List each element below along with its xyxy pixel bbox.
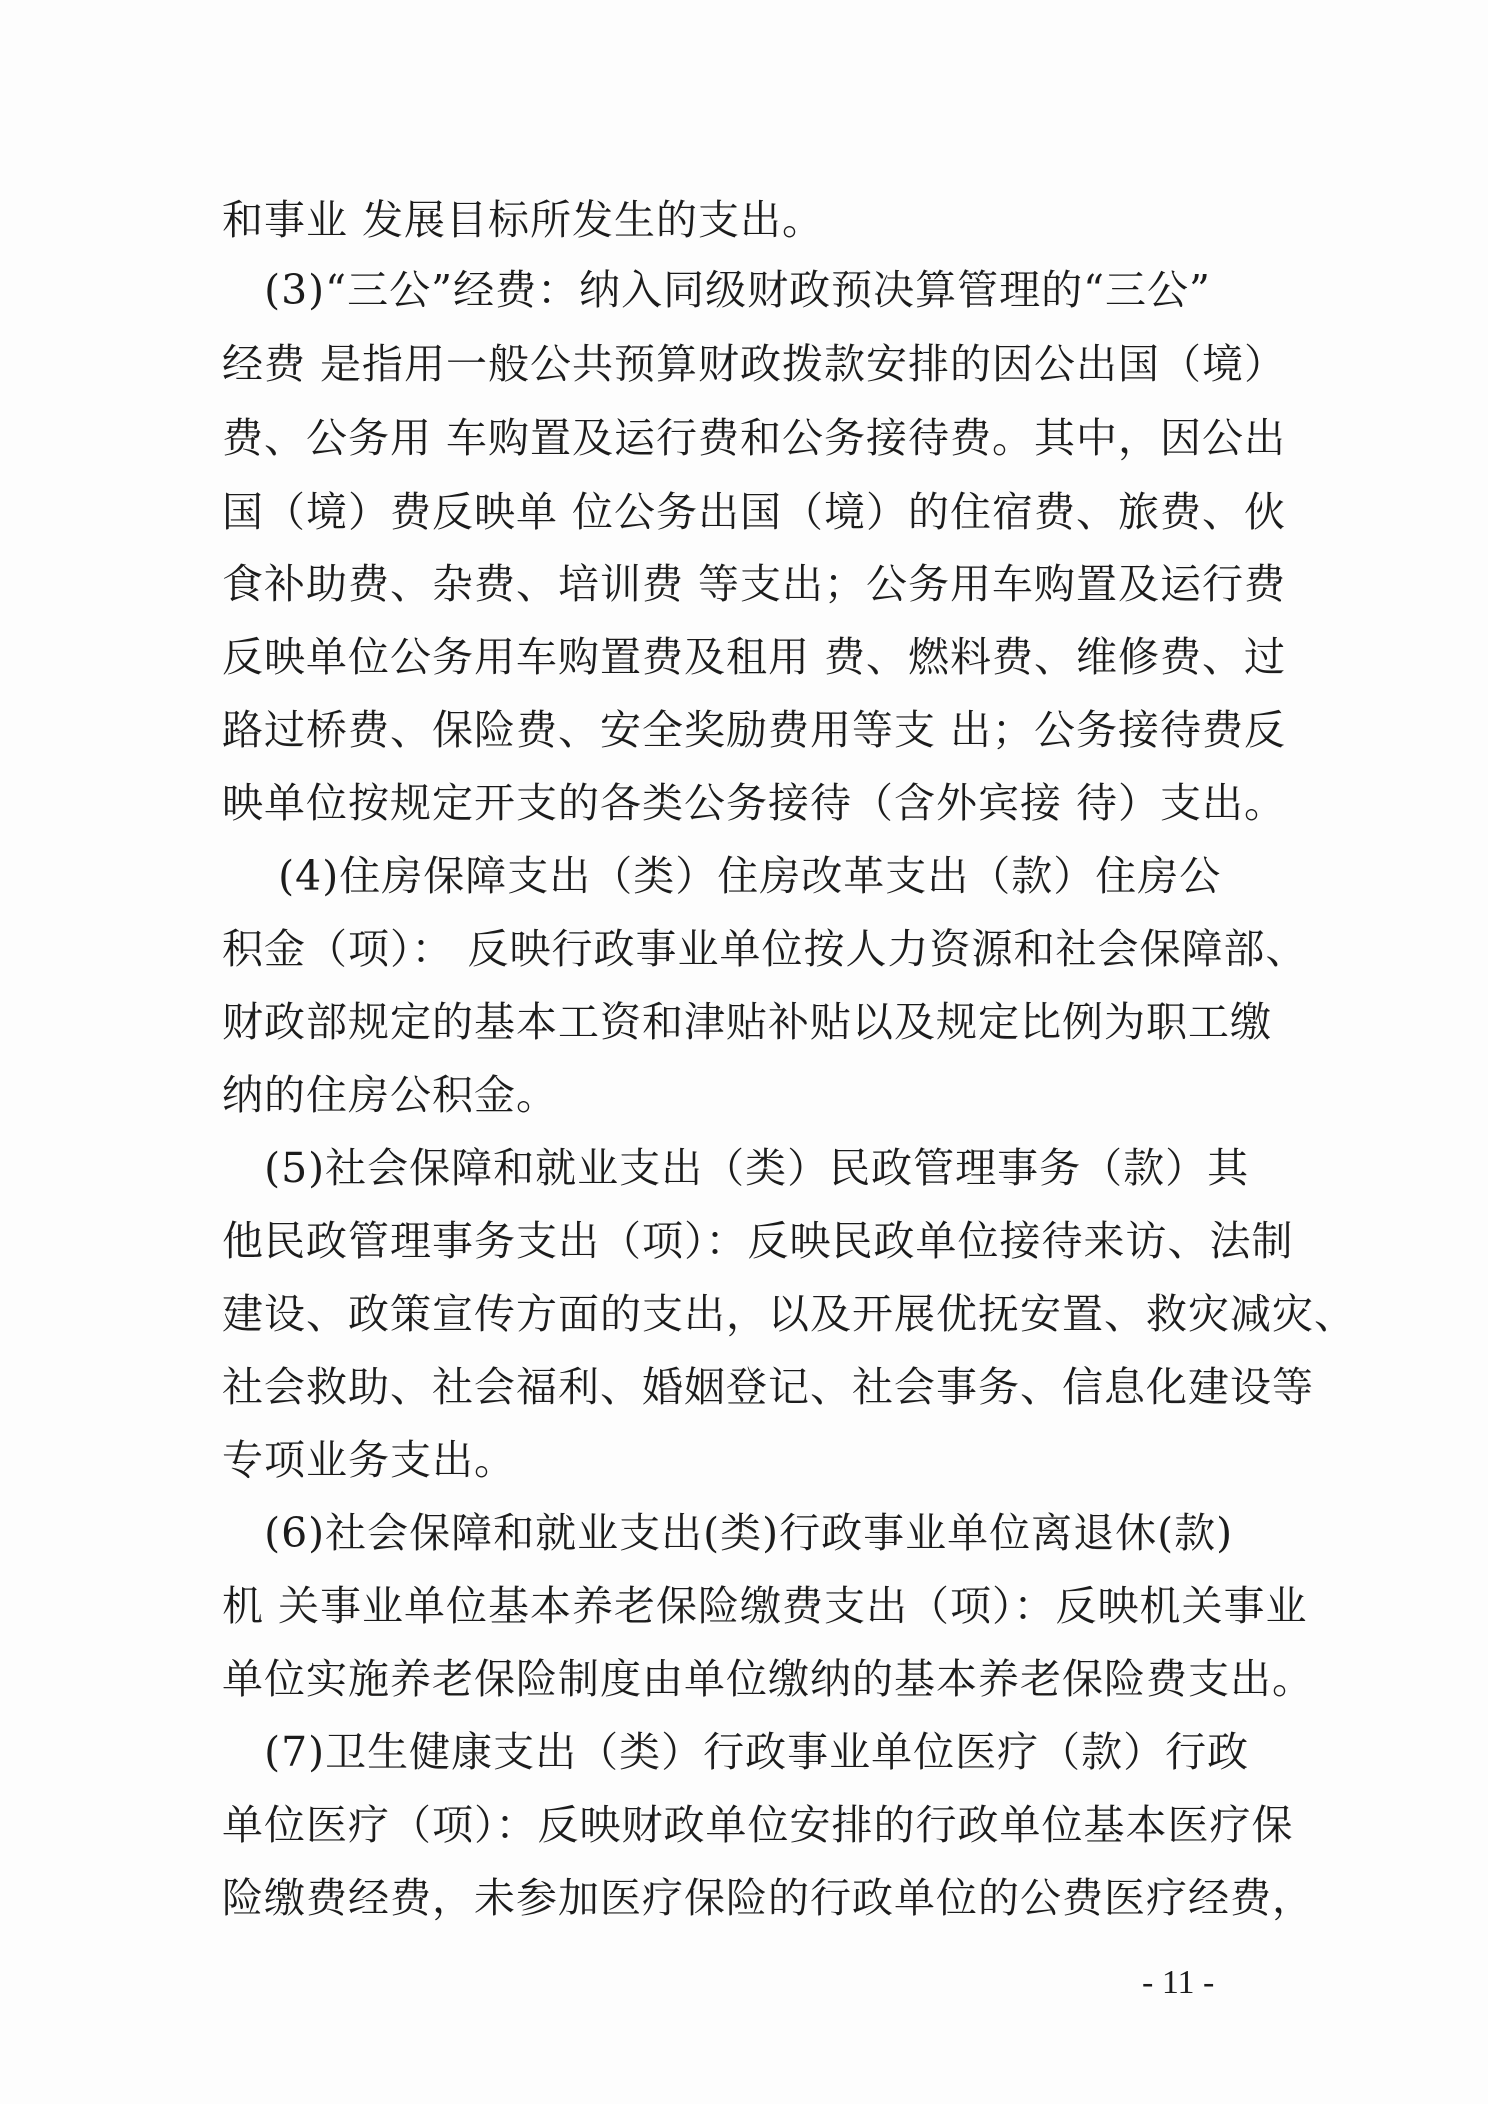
text-line: 险缴费经费，未参加医疗保险的行政单位的公费医疗经费， (222, 1874, 1314, 1922)
text-line: 费、公务用 车购置及运行费和公务接待费。其中，因公出 (222, 414, 1287, 462)
text-line: 国（境）费反映单 位公务出国（境）的住宿费、旅费、伙 (222, 488, 1287, 536)
text-line: (7)卫生健康支出（类）行政事业单位医疗（款）行政 (222, 1728, 1250, 1776)
text-line: (4)住房保障支出（类）住房改革支出（款）住房公 (222, 852, 1222, 900)
text-line: (6)社会保障和就业支出(类)行政事业单位离退休(款) (222, 1509, 1234, 1557)
text-line: 食补助费、杂费、培训费 等支出；公务用车购置及运行费 (222, 560, 1287, 608)
text-line: 机 关事业单位基本养老保险缴费支出（项）：反映机关事业 (222, 1582, 1308, 1630)
text-line: 和事业 发展目标所发生的支出。 (222, 196, 825, 244)
text-line: 反映单位公务用车购置费及租用 费、燃料费、维修费、过 (222, 633, 1287, 681)
text-line: 建设、政策宣传方面的支出，以及开展优抚安置、救灾减灾、 (222, 1290, 1356, 1338)
text-line: 专项业务支出。 (222, 1436, 516, 1484)
text-line: (5)社会保障和就业支出（类）民政管理事务（款）其 (222, 1144, 1250, 1192)
text-line: 他民政管理事务支出（项）：反映民政单位接待来访、法制 (222, 1217, 1294, 1265)
text-line: 单位医疗（项）：反映财政单位安排的行政单位基本医疗保 (222, 1801, 1294, 1849)
text-line: 纳的住房公积金。 (222, 1071, 558, 1119)
text-line: 财政部规定的基本工资和津贴补贴以及规定比例为职工缴 (222, 998, 1272, 1046)
text-line: 积金（项）： 反映行政事业单位按人力资源和社会保障部、 (222, 925, 1308, 973)
text-line: 社会救助、社会福利、婚姻登记、社会事务、信息化建设等 (222, 1363, 1314, 1411)
text-line: 单位实施养老保险制度由单位缴纳的基本养老保险费支出。 (222, 1655, 1314, 1703)
text-line: (3)“三公”经费：纳入同级财政预决算管理的“三公” (222, 266, 1212, 314)
text-line: 映单位按规定开支的各类公务接待（含外宾接 待）支出。 (222, 779, 1287, 827)
text-line: 路过桥费、保险费、安全奖励费用等支 出；公务接待费反 (222, 706, 1287, 754)
page-number: - 11 - (1142, 1964, 1215, 2001)
text-line: 经费 是指用一般公共预算财政拨款安排的因公出国（境） (222, 340, 1287, 388)
